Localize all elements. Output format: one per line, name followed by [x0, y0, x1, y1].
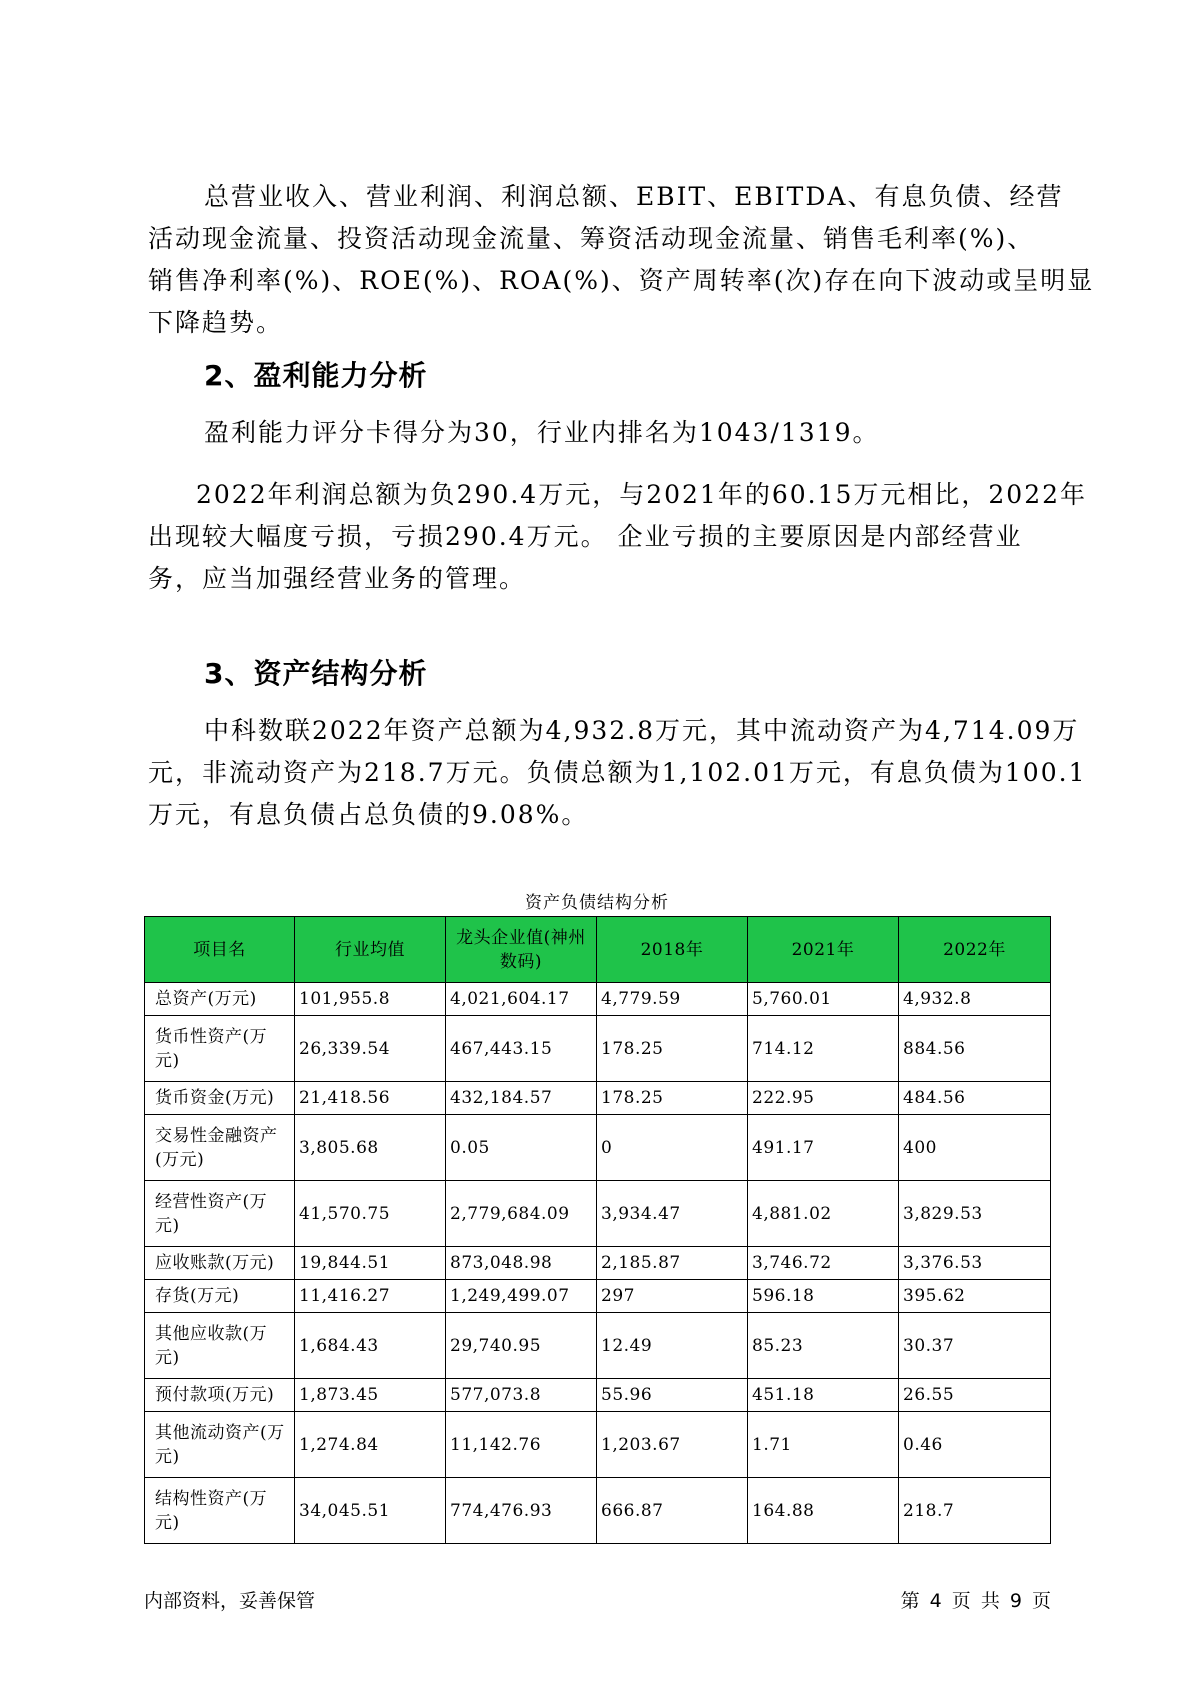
table-cell: 1,249,499.07 [446, 1280, 597, 1313]
table-cell: 4,779.59 [597, 983, 748, 1016]
table-cell: 0 [597, 1115, 748, 1181]
table-row [145, 1181, 1051, 1247]
row-label: 结构性资产(万元) [145, 1478, 295, 1544]
paragraph-profit-score [148, 412, 1058, 454]
balance-sheet-table [144, 916, 1051, 1544]
table-cell: 491.17 [748, 1115, 899, 1181]
table-cell: 21,418.56 [295, 1082, 446, 1115]
table-cell: 34,045.51 [295, 1478, 446, 1544]
table-cell: 26.55 [899, 1379, 1051, 1412]
text-line: 务，应当加强经营业务的管理。 [148, 564, 527, 593]
table-cell: 467,443.15 [446, 1016, 597, 1082]
table-cell: 432,184.57 [446, 1082, 597, 1115]
text-line: 中科数联2022年资产总额为4,932.8万元，其中流动资产为4,714.09万 [204, 716, 1080, 745]
table-cell: 2,185.87 [597, 1247, 748, 1280]
text-line: 盈利能力评分卡得分为30，行业内排名为1043/1319。 [204, 418, 880, 447]
row-label: 应收账款(万元) [145, 1247, 295, 1280]
table-row [145, 1313, 1051, 1379]
table-row [145, 1082, 1051, 1115]
text-line: 万元，有息负债占总负债的9.08%。 [148, 800, 589, 829]
table-cell: 1,274.84 [295, 1412, 446, 1478]
column-header: 行业均值 [295, 917, 446, 983]
table-cell: 4,932.8 [899, 983, 1051, 1016]
table-row [145, 1379, 1051, 1412]
table-cell: 26,339.54 [295, 1016, 446, 1082]
table-cell: 596.18 [748, 1280, 899, 1313]
table-cell: 297 [597, 1280, 748, 1313]
footer-page-number: 第 4 页 共 9 页 [900, 1590, 1051, 1612]
table-row [145, 1280, 1051, 1313]
text-line: 下降趋势。 [148, 308, 284, 337]
row-label: 预付款项(万元) [145, 1379, 295, 1412]
table-header-row [145, 917, 1051, 983]
table-cell: 11,142.76 [446, 1412, 597, 1478]
table-cell: 484.56 [899, 1082, 1051, 1115]
table-cell: 714.12 [748, 1016, 899, 1082]
table-row [145, 983, 1051, 1016]
table-cell: 41,570.75 [295, 1181, 446, 1247]
text-line: 总营业收入、营业利润、利润总额、EBIT、EBITDA、有息负债、经营 [204, 182, 1064, 211]
table-cell: 178.25 [597, 1082, 748, 1115]
text-line: 销售净利率(%)、ROE(%)、ROA(%)、资产周转率(次)存在向下波动或呈明显 [148, 266, 1095, 295]
table-cell: 11,416.27 [295, 1280, 446, 1313]
footer-confidential-note: 内部资料，妥善保管 [144, 1590, 316, 1612]
table-cell: 1.71 [748, 1412, 899, 1478]
row-label: 货币性资产(万元) [145, 1016, 295, 1082]
paragraph-declining-indicators [148, 176, 1095, 344]
table-cell: 30.37 [899, 1313, 1051, 1379]
column-header: 2021年 [748, 917, 899, 983]
table-row [145, 1412, 1051, 1478]
table-cell: 29,740.95 [446, 1313, 597, 1379]
row-label: 经营性资产(万元) [145, 1181, 295, 1247]
row-label: 交易性金融资产(万元) [145, 1115, 295, 1181]
table-cell: 1,684.43 [295, 1313, 446, 1379]
table-cell: 0.46 [899, 1412, 1051, 1478]
table-cell: 101,955.8 [295, 983, 446, 1016]
table-cell: 774,476.93 [446, 1478, 597, 1544]
column-header: 2018年 [597, 917, 748, 983]
table-cell: 19,844.51 [295, 1247, 446, 1280]
table-cell: 85.23 [748, 1313, 899, 1379]
table-cell: 12.49 [597, 1313, 748, 1379]
column-header: 项目名 [145, 917, 295, 983]
row-label: 其他应收款(万元) [145, 1313, 295, 1379]
table-cell: 3,934.47 [597, 1181, 748, 1247]
table-cell: 5,760.01 [748, 983, 899, 1016]
table-cell: 218.7 [899, 1478, 1051, 1544]
table-cell: 666.87 [597, 1478, 748, 1544]
table-cell: 3,805.68 [295, 1115, 446, 1181]
table-caption: 资产负债结构分析 [525, 893, 669, 913]
table-cell: 2,779,684.09 [446, 1181, 597, 1247]
row-label: 其他流动资产(万元) [145, 1412, 295, 1478]
text-line: 活动现金流量、投资活动现金流量、筹资活动现金流量、销售毛利率(%)、 [148, 224, 1035, 253]
paragraph-asset-structure [148, 710, 1087, 836]
row-label: 总资产(万元) [145, 983, 295, 1016]
table-cell: 577,073.8 [446, 1379, 597, 1412]
text-line: 元，非流动资产为218.7万元。负债总额为1,102.01万元，有息负债为100.1 [148, 758, 1087, 787]
paragraph-profit-analysis [148, 474, 1088, 600]
table-cell: 222.95 [748, 1082, 899, 1115]
table-cell: 1,203.67 [597, 1412, 748, 1478]
table-cell: 0.05 [446, 1115, 597, 1181]
table-cell: 884.56 [899, 1016, 1051, 1082]
table-cell: 164.88 [748, 1478, 899, 1544]
section-heading-profitability: 2、盈利能力分析 [204, 359, 428, 392]
text-line: 2022年利润总额为负290.4万元，与2021年的60.15万元相比，2022年 [196, 480, 1088, 509]
table-row [145, 1247, 1051, 1280]
table-row [145, 1016, 1051, 1082]
table-cell: 395.62 [899, 1280, 1051, 1313]
row-label: 存货(万元) [145, 1280, 295, 1313]
table-cell: 400 [899, 1115, 1051, 1181]
table-cell: 1,873.45 [295, 1379, 446, 1412]
table-cell: 451.18 [748, 1379, 899, 1412]
column-header: 龙头企业值(神州数码) [446, 917, 597, 983]
table-cell: 3,829.53 [899, 1181, 1051, 1247]
section-heading-asset-structure: 3、资产结构分析 [204, 657, 428, 690]
table-cell: 3,376.53 [899, 1247, 1051, 1280]
text-line: 出现较大幅度亏损，亏损290.4万元。 企业亏损的主要原因是内部经营业 [148, 522, 1023, 551]
table-cell: 178.25 [597, 1016, 748, 1082]
table-cell: 4,881.02 [748, 1181, 899, 1247]
column-header: 2022年 [899, 917, 1051, 983]
table-cell: 3,746.72 [748, 1247, 899, 1280]
table-row [145, 1115, 1051, 1181]
row-label: 货币资金(万元) [145, 1082, 295, 1115]
table-cell: 4,021,604.17 [446, 983, 597, 1016]
table-cell: 873,048.98 [446, 1247, 597, 1280]
table-cell: 55.96 [597, 1379, 748, 1412]
table-row [145, 1478, 1051, 1544]
